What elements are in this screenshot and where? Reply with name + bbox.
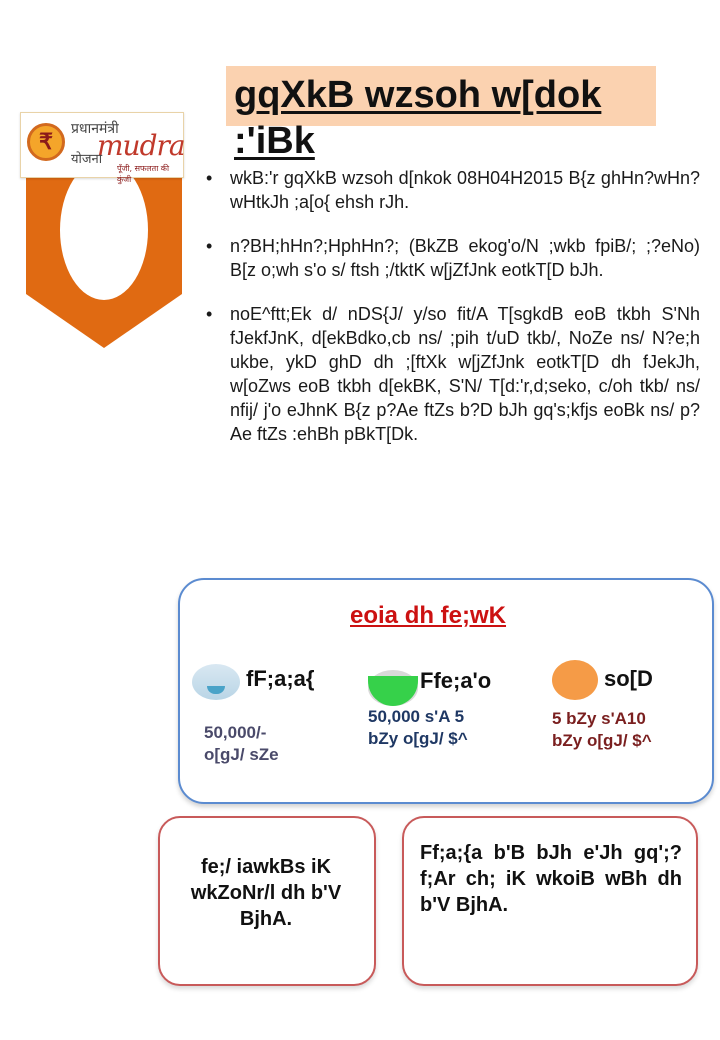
amount-line: 50,000 s'A 5 bbox=[368, 707, 465, 726]
bullet-icon: • bbox=[206, 168, 213, 188]
bullet-list bbox=[206, 166, 700, 466]
shishu-circle-icon bbox=[192, 664, 240, 700]
amount-line: 50,000/- bbox=[204, 723, 267, 742]
bullet-text: noE^ftt;Ek d/ nDS{J/ y/so fit/A T[sgkdB eoB tkbh S'Nh fJekfJnK, d[ekBdko,cb ns/ ;pih t/uD tkb/, NoZe ns/ N?e;h ukbe, ykD ghD dh ;[ftXk w[jZfJnk eotkT[D dh fJekJh, w[oZws eoB tkbh d[ekBK, S'N/ T[d:'r,d;seko, c/oh tkb/ ns/ nfij/ j'o eJhnK B{z p?Ae ftZs b?D bJh gq's;kfjs eoBk ns/ p?Ae ftZs :ehBh pBkT[Dk. bbox=[230, 304, 700, 444]
mudra-logo bbox=[18, 112, 188, 348]
kishore-circle-icon bbox=[368, 670, 418, 706]
amount-line: bZy o[gJ/ $^ bbox=[552, 731, 652, 750]
list-item bbox=[206, 166, 700, 214]
category-label-1: fF;a;a{ bbox=[246, 666, 315, 691]
loan-types-title: eoia dh fe;wK bbox=[350, 602, 507, 629]
amount-line: bZy o[gJ/ $^ bbox=[368, 729, 468, 748]
logo-line-top: प्रधानमंत्री bbox=[71, 121, 119, 137]
logo-tagline: पूँजी, सफलता की कुंजी bbox=[117, 164, 170, 184]
logo-line-bottom: योजना bbox=[71, 152, 103, 167]
logo-card bbox=[20, 112, 185, 184]
category-amount-1 bbox=[204, 722, 279, 766]
category-amount-3 bbox=[552, 708, 652, 752]
logo-brand: mudra bbox=[97, 129, 185, 162]
tarun-circle-icon bbox=[552, 660, 598, 700]
info-card-collateral-text: fe;/ iawkBs iK wkZoNr/l dh b'V BjhA. bbox=[190, 856, 342, 930]
rupee-coin-icon: ₹ bbox=[27, 123, 65, 161]
info-card-fees-text: Ff;a;{a b'B bJh e'Jh gq';?f;Ar ch; iK wkoiB wBh dh b'V BjhA. bbox=[420, 842, 682, 916]
list-item bbox=[206, 302, 700, 446]
bullet-text: wkB:'r gqXkB wzsoh d[nkok 08H04H2015 B{z ghHn?wHn?wHtkJh ;a[o{ ehsh rJh. bbox=[230, 168, 700, 212]
amount-line: o[gJ/ sZe bbox=[204, 745, 279, 764]
page-title: gqXkB wzsoh w[dok :'iBk bbox=[234, 74, 602, 162]
bullet-icon: • bbox=[206, 236, 213, 256]
amount-line: 5 bZy s'A10 bbox=[552, 709, 646, 728]
bullet-text: n?BH;hHn?;HphHn?; (BkZB ekog'o/N ;wkb fpiB/; ;?eNo) B[z o;wh s'o s/ ftsh ;/tktK w[jZfJnk eotkT[D bJh. bbox=[230, 236, 700, 280]
category-amount-2 bbox=[368, 706, 468, 750]
bullet-icon: • bbox=[206, 304, 213, 324]
list-item bbox=[206, 234, 700, 282]
category-label-3: so[D bbox=[604, 666, 653, 691]
category-label-2: Ffe;a'o bbox=[420, 668, 492, 693]
